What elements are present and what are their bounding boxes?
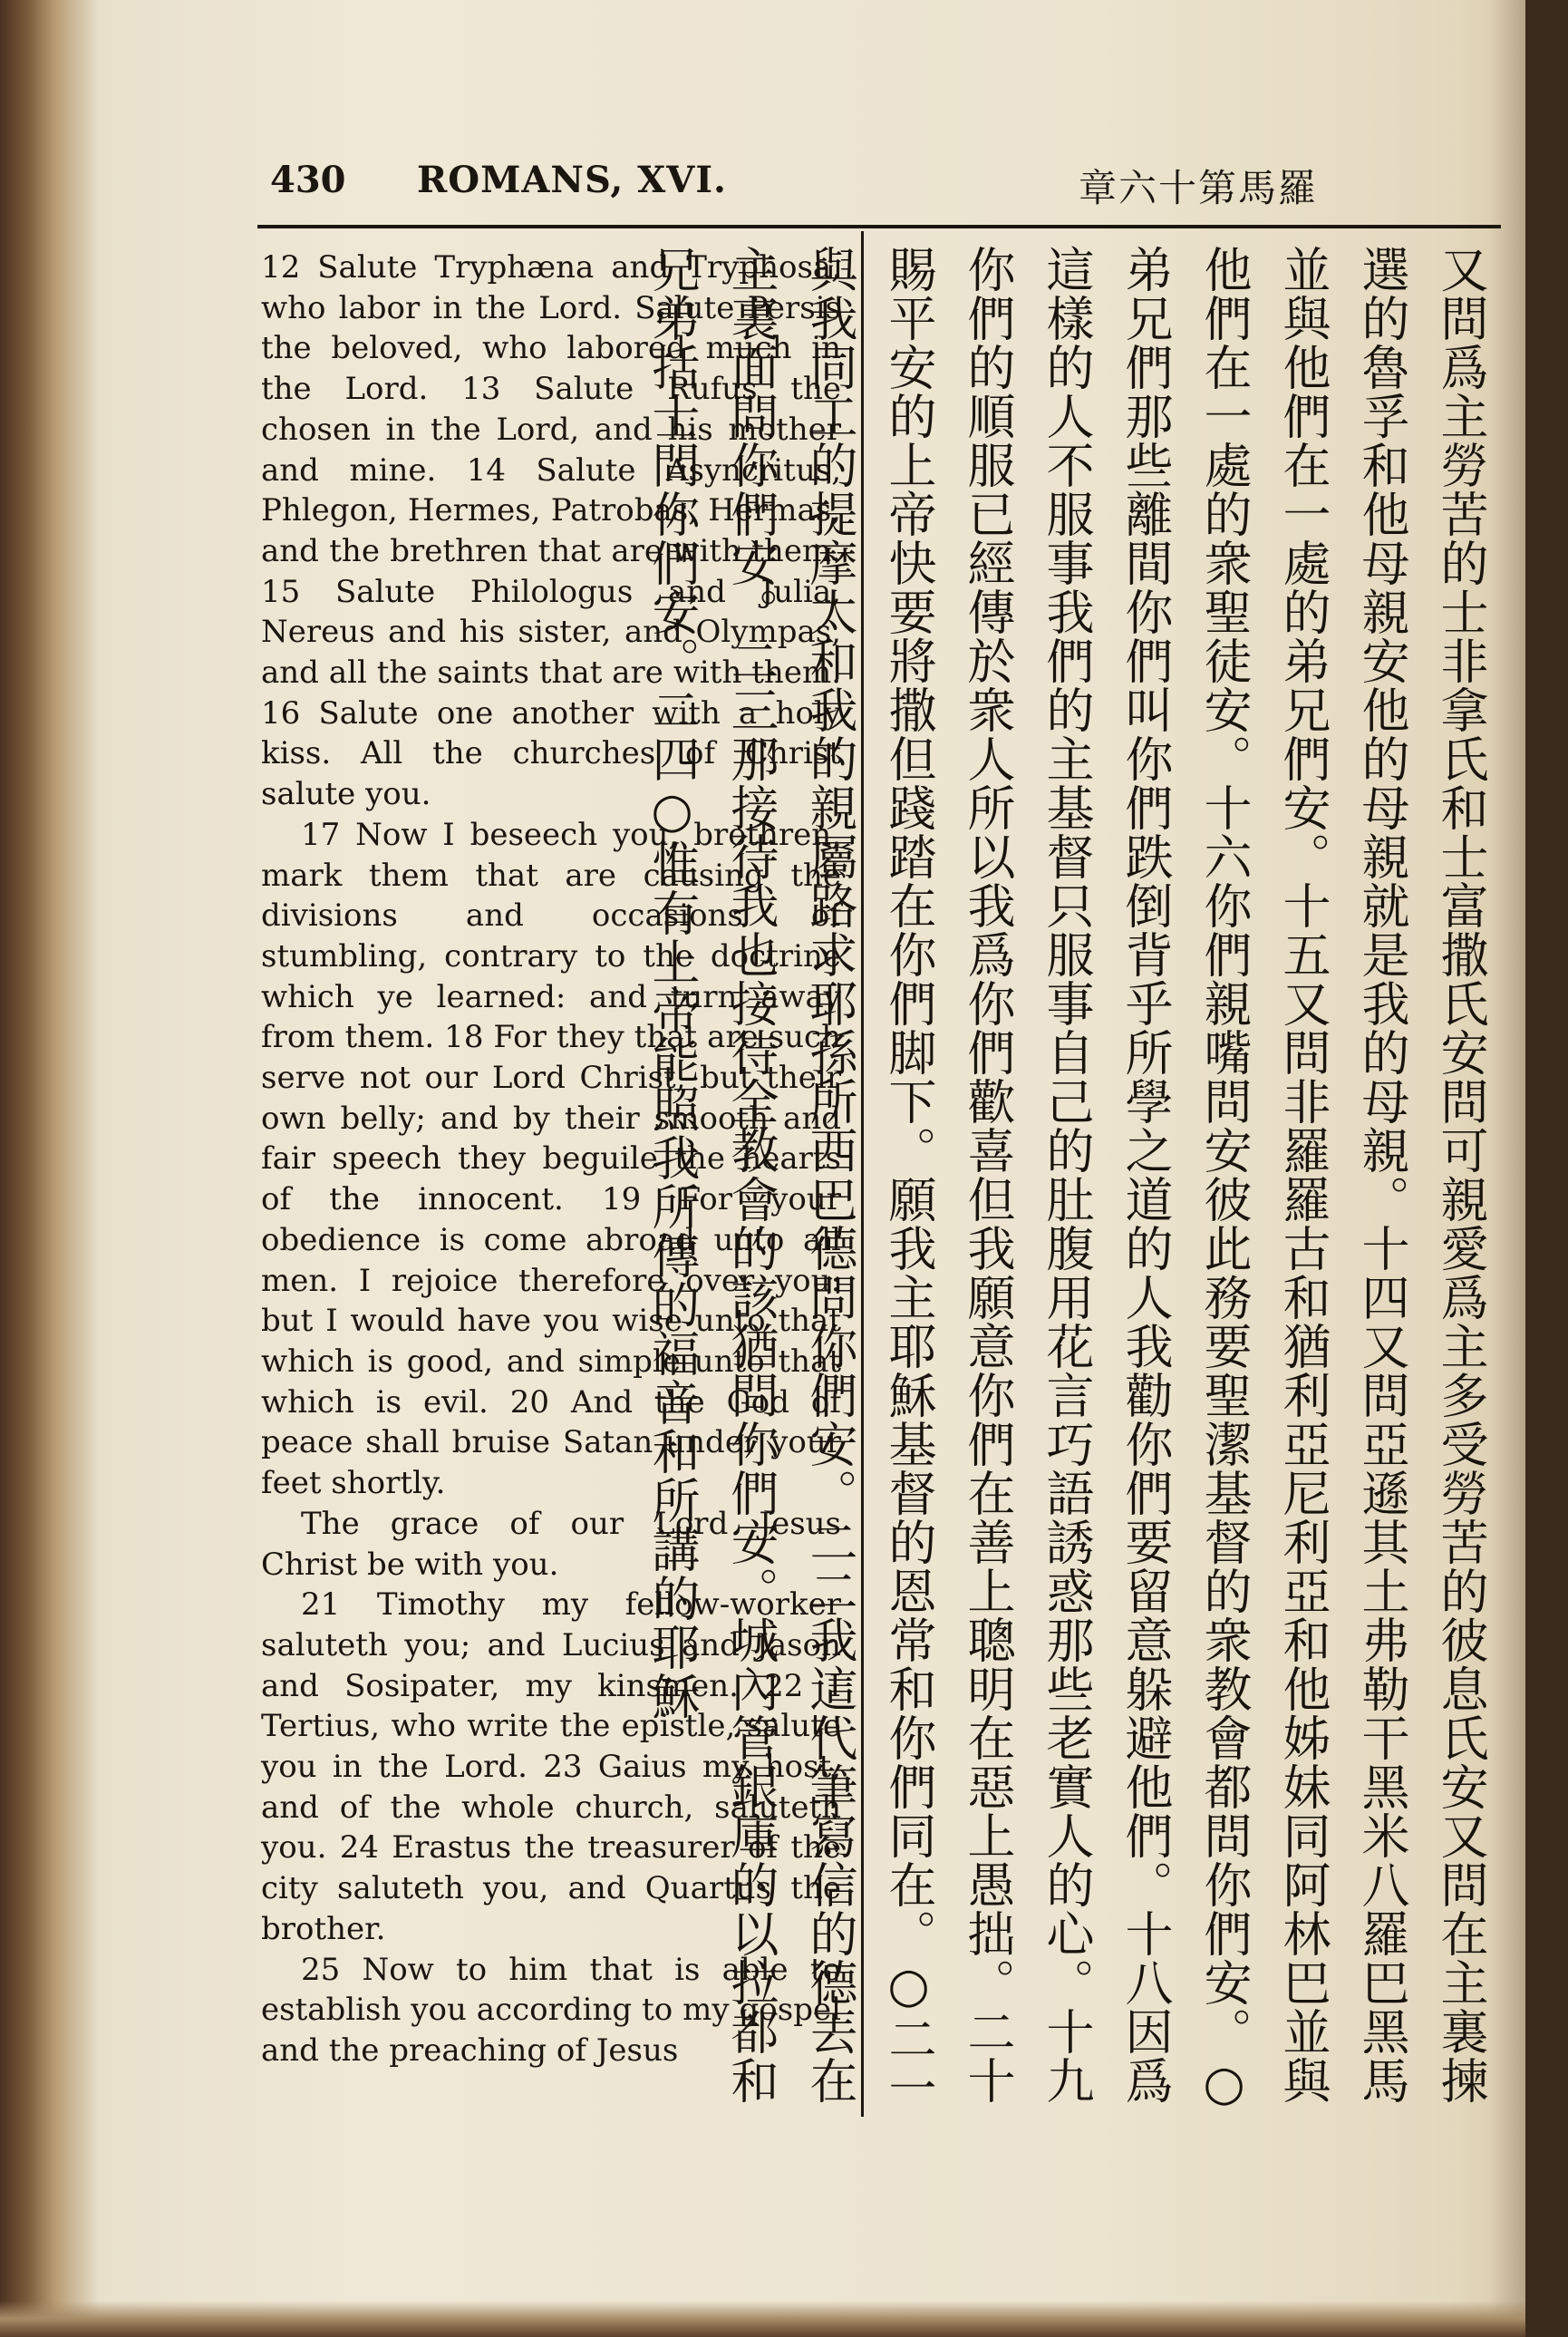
english-paragraph: 21 Timothy my fellow-worker saluteth you; and Lucius and Jason and Sosipater, my kinsmen. 22 I Tertius, who write the epistle, salute you in the Lord. 23 Gaius my host, and of the whole church, saluteth you. 24 Erastus the treasurer of the city saluteth you, and Quartus the brother.: [261, 1586, 841, 1947]
running-title: ROMANS, XVI.: [417, 159, 727, 201]
chinese-running-title: 章六十第馬羅: [1079, 166, 1319, 210]
english-paragraph: 25 Now to him that is able to establish you according to my gospel and the preaching of Jesus: [261, 1951, 841, 2069]
header-rule: [257, 225, 1501, 228]
page-number: 430: [270, 159, 346, 201]
english-paragraph: 12 Salute Tryphæna and Tryphosa, who labor in the Lord. Salute Persis the beloved, who labored much in the Lord. 13 Salute Rufus the chosen in the Lord, and his mother and mine. 14 Salute Asyncritus, Phlegon, Hermes, Patrobas, Hermas, and the brethren that are with them. 15 Salute Philologus and Julia, Nereus and his sister, and Olympas, and all the saints that are with them. 16 Salute one another with a holy kiss. All the churches of Christ salute you.: [261, 249, 841, 813]
page-bottom-edge: [0, 2301, 1525, 2337]
chinese-text: 又問爲主勞苦的士非拿氏和士富撒氏安問可親愛爲主多受勞苦的彼息氏安又問在主裏揀選的魯孚和他母親安他的母親就是我的母親。十四又問亞遜其土弗勒干黑米八羅巴黑馬並與他們在一處的弟兄們安。十五又問非羅羅古和猶利亞尼利亞和他姊妹同阿林巴並與他們在一處的衆聖徒安。十六你們親嘴問安彼此務要聖潔基督的衆教會都問你們安。○弟兄們那些離間你們叫你們跌倒背乎所學之道的人我勸你們要留意躲避他們。十八因爲這樣的人不服事我們的主基督只服事自己的肚腹用花言巧語誘惑那些老實人的心。十九你們的順服已經傳於衆人所以我爲你們歡喜但我願意你們在善上聰明在惡上愚拙。二十賜平安的上帝快要將撒但踐踏在你們脚下。願我主耶穌基督的恩常和你們同在。○二一與我同工的提摩太和我的親屬路求耶孫所西巴德問你們安。二二我這代筆寫信的德丟在主裏面問你們安。二三那接待我也接待全教會的該猶問你們安。城內管銀庫的以拉都和兄弟括士問你們安。二四○惟有上帝能照我所傳的福音和所講的耶穌: [644, 245, 1488, 2112]
page-edge-shadow: [1489, 0, 1525, 2337]
page-header: [263, 159, 1495, 213]
english-paragraph: 17 Now I beseech you, brethren, mark them that are causing the divisions and occasions of stumbling, contrary to the doctrine which ye learned: and turn away from them. 18 For they that are such serve not our Lord Christ, but their own belly; and by their smooth and fair speech they beguile the hearts of the innocent. 19 For your obedience is come abroad unto all men. I rejoice therefore over you: but I would have you wise unto that which is good, and simple unto that which is evil. 20 And the God of peace shall bruise Satan under your feet shortly.: [261, 816, 841, 1502]
english-paragraph: The grace of our Lord Jesus Christ be with you.: [261, 1505, 841, 1583]
chinese-column: [644, 245, 1500, 2121]
